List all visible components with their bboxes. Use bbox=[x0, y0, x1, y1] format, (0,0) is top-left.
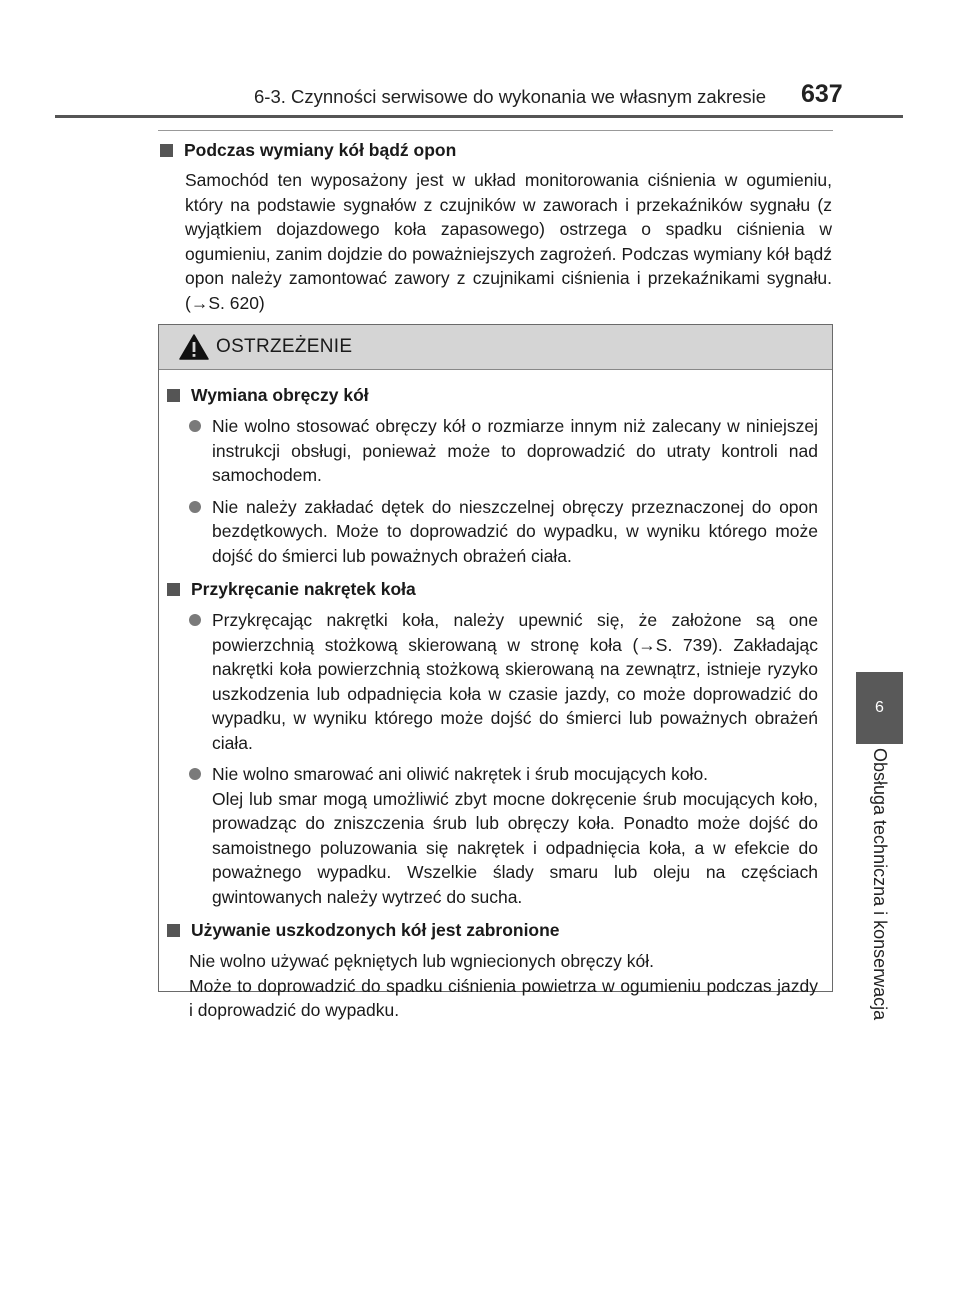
page-number: 637 bbox=[801, 80, 843, 108]
warning-group-heading-text: Używanie uszkodzonych kół jest zabronione bbox=[191, 920, 560, 940]
warning-item-text bbox=[212, 414, 818, 488]
square-bullet-icon bbox=[167, 389, 180, 402]
info-section bbox=[160, 138, 835, 315]
header-rule bbox=[55, 115, 903, 118]
warning-group-heading bbox=[167, 383, 832, 407]
warning-triangle-icon bbox=[179, 334, 209, 360]
round-bullet-icon bbox=[189, 501, 201, 513]
chapter-tab-label bbox=[856, 744, 903, 1044]
section-heading-text: Podczas wymiany kół bądź opon bbox=[184, 140, 457, 160]
warning-paragraph-line: Nie wolno używać pękniętych lub wgniecionych obręczy kół. bbox=[189, 951, 654, 971]
section-paragraph: Samochód ten wyposażony jest w układ monitorowania ciśnienia w ogumieniu, który na podstawie sygnałów z czujników w zaworach i przekaźników sygnału (z wyjątkiem dojazdowego koła zapasowego) ostrzega o spadku ciśnienia w ogumieniu, zanim dojdzie do poważniejszych zagrożeń. Podczas wymiany kół bądź opon należy zamontować zawory z czujnikami ciśnienia i przekaźnikami sygnału. (→S. 620) bbox=[185, 170, 832, 313]
warning-item-paragraph: Nie wolno stosować obręczy kół o rozmiarze innym niż zalecany w niniejszej instrukcji obsługi, ponieważ może to doprowadzić do utraty kontroli nad samochodem. bbox=[212, 416, 818, 485]
warning-paragraph-line: Może to doprowadzić do spadku ciśnienia powietrza w ogumieniu podczas jazdy i doprowadzić do wypadku. bbox=[189, 975, 818, 1020]
warning-box bbox=[158, 324, 833, 1020]
warning-item bbox=[189, 495, 818, 569]
warning-header bbox=[159, 325, 832, 370]
warning-group bbox=[167, 918, 832, 1023]
warning-group-heading-text: Przykręcanie nakrętek koła bbox=[191, 579, 416, 599]
warning-item-paragraph: Olej lub smar mogą umożliwić zbyt mocne dokręcenie śrub mocujących koło, prowadząc do zniszczenia śrub lub obręczy koła. Ponadto może dojść do samoistnego poluzowania się nakrętek i odpadnięcia koła, a w efekcie do poważnego wypadku. Wszelkie ślady smaru lub oleju na częściach gwintowanych należy wytrzeć do sucha. bbox=[212, 788, 818, 907]
square-bullet-icon bbox=[167, 924, 180, 937]
warning-title: OSTRZEŻENIE bbox=[216, 336, 353, 357]
round-bullet-icon bbox=[189, 420, 201, 432]
warning-item-text bbox=[212, 762, 818, 909]
warning-group bbox=[167, 577, 832, 909]
section-heading bbox=[160, 138, 835, 162]
warning-group bbox=[167, 383, 832, 568]
warning-group-heading bbox=[167, 577, 832, 601]
warning-item bbox=[189, 608, 818, 755]
square-bullet-icon bbox=[160, 144, 173, 157]
warning-item bbox=[189, 762, 818, 909]
warning-item bbox=[189, 414, 818, 488]
chapter-tab-number: 6 bbox=[856, 672, 903, 744]
section-rule bbox=[158, 130, 833, 131]
warning-group-paragraph bbox=[189, 949, 818, 1023]
warning-body bbox=[159, 370, 832, 1023]
chapter-tab-text: Obsługa techniczna i konserwacja bbox=[870, 748, 890, 1021]
round-bullet-icon bbox=[189, 768, 201, 780]
header-title: 6-3. Czynności serwisowe do wykonania we własnym zakresie bbox=[254, 86, 767, 107]
warning-item-paragraph: Nie należy zakładać dętek do nieszczelnej obręczy przeznaczonej do opon bezdętkowych. Może to doprowadzić do wypadku, w wyniku którego może dojść do śmierci lub poważnych obrażeń ciała. bbox=[212, 496, 818, 566]
round-bullet-icon bbox=[189, 614, 201, 626]
warning-item-paragraph: Nie wolno smarować ani oliwić nakrętek i śrub mocujących koło. bbox=[212, 764, 709, 784]
square-bullet-icon bbox=[167, 583, 180, 596]
warning-group-heading bbox=[167, 918, 832, 942]
warning-item-text bbox=[212, 495, 818, 569]
warning-item-paragraph: Przykręcając nakrętki koła, należy upewnić się, że założone są one powierzchnią stożkową skierowaną w stronę koła (→S. 739). Zakładając nakrętki koła powierzchnią stożkową skierowaną na zewnątrz, istnieje ryzyko uszkodzenia lub odpadnięcia koła w czasie jazdy, co może doprowadzić do wypadku, w wyniku którego może dojść do śmierci lub poważnych obrażeń ciała. bbox=[212, 610, 818, 753]
warning-item-text bbox=[212, 608, 818, 755]
warning-group-heading-text: Wymiana obręczy kół bbox=[191, 385, 369, 405]
